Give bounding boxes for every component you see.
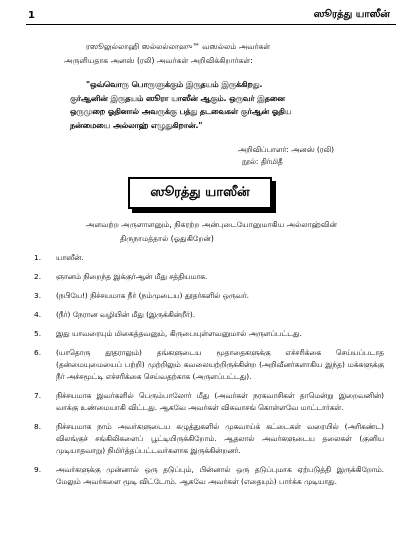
verse-number: 9. (34, 465, 42, 474)
intro-line: ரஸூலுல்லாஹி ஸல்லல்லாஹு™ வஸல்லம் அவர்கள் (86, 42, 271, 51)
invocation-line: திருநாமத்தால் (ஓதுகிறேன்) (120, 234, 214, 243)
verse-text: நிச்சயமாக இவர்களில் பெரும்பாலோர் மீது (அவர்கள் நரகவாசிகள் தாமென்று இறைவனின்) வாக்கு உண்மையாகி விட்டது. ஆகவே அவர்கள் விசுவாசங் கொள்ளவே மாட்டார்கள். (56, 391, 384, 412)
verse-item (34, 390, 384, 414)
surah-title-box (128, 177, 272, 209)
verse-text: இது யாவரையும் மிகைத்தவனும், கிருபையுள்ளவனுமால் அருளப்பட்டது. (56, 329, 302, 338)
hadith-line: ஒருமுறை ஓதினால் அவருக்கு பத்து தடவைகள் குர்ஆன் ஓதிய (70, 107, 292, 116)
narrator-line: அறிவிப்பாளர்: அனஸ் (ரலி) (238, 145, 334, 154)
verse-text: ஞானம் நிறைந்த இக்குர்ஆன் மீது சத்தியமாக. (56, 272, 208, 281)
verse-number: 1. (34, 253, 42, 262)
verse-number: 5. (34, 329, 42, 338)
verse-number: 7. (34, 391, 42, 400)
verse-item (34, 309, 384, 321)
hadith-line: "ஒவ்வொரு பொருளுக்கும் இருதயம் இருக்கிறது. (86, 80, 263, 89)
verse-number: 4. (34, 310, 42, 319)
page-header (26, 6, 396, 25)
verse-text: அவர்களுக்கு முன்னால் ஒரு தடுப்பும், பின்னால் ஒரு தடுப்புமாக ஏற்படுத்தி இருக்கிறோம். மேலும் அவர்களை மூடி விட்டோம். ஆகவே அவர்கள் (எதையும்) பார்க்க முடியாது. (56, 465, 384, 486)
bismillah-translation (86, 218, 356, 246)
verse-number: 8. (34, 422, 42, 431)
verse-item (34, 290, 384, 302)
hadith-line: நன்மையை அல்லாஹ் எழுதுகிறான்." (70, 120, 203, 130)
hadith-line: குர்ஆனின் இருதயம் ஸூரா யாஸீன் ஆகும். ஒருவர் இதனை (70, 93, 285, 103)
running-title: ஸூரத்து யாஸீன் (313, 9, 390, 20)
verse-text: (நீர்) நேரான வழியின் மீது (இருக்கின்றீர்). (56, 310, 196, 319)
surah-title: ஸூரத்து யாஸீன் (150, 185, 250, 200)
verse-item (34, 464, 384, 488)
verse-number: 2. (34, 272, 42, 281)
verse-text: நிச்சயமாக நாம் அவர்களுடைய கழுத்துகளில் முகவாய்க் கட்டைகள் வரையில் (அரிகண்ட) விலங்குச் சங்கிலிகளைப் பூட்டியிருக்கிறோம். ஆதலால் அவர்களுடைய தலைகள் (குனிய முடியாதவாறு) நிமிர்த்தப்பட்டவர்களாக இருக்கின்றனர். (56, 422, 384, 455)
verse-item (34, 252, 384, 264)
verse-number: 6. (34, 348, 42, 357)
intro-line: அருளியதாக அனஸ் (ரலி) அவர்கள் அறிவிக்கிறார்கள்: (64, 56, 253, 65)
source-line: நூல்: திர்மிதீ (242, 157, 283, 166)
verse-item (34, 421, 384, 457)
verse-number: 3. (34, 291, 42, 300)
verse-item (34, 328, 384, 340)
hadith-quote (70, 78, 372, 132)
verse-item (34, 271, 384, 283)
verse-text: யாஸீன். (56, 253, 84, 262)
hadith-intro (64, 40, 364, 68)
invocation-line: அளவற்ற அருளாளனும், நிகரற்ற அன்புடையோனுமாகிய அல்லாஹ்வின் (86, 220, 337, 229)
page-number: 1 (28, 10, 35, 21)
verse-text: (நபியே!) நிச்சயமாக நீர் (நம்முடைய) தூதர்களில் ஒருவர். (56, 291, 250, 300)
hadith-attribution (238, 144, 378, 168)
verse-list (34, 252, 384, 495)
verse-item (34, 347, 384, 383)
verse-text: (யாதொரு தூதராலும்) தங்களுடைய மூதாதைகளுக்கு எச்சரிக்கை செய்யப்படாத (தன்மையுமையைப் பற்றி) முற்றிலும் கவலையற்றிருக்கின்ற (அறிவீனர்களாகிய இந்த) மக்களுக்கு நீர் அச்சமூட்டி எச்சரிக்கை செய்வதற்காக (அருளப்பட்டது). (56, 348, 384, 381)
